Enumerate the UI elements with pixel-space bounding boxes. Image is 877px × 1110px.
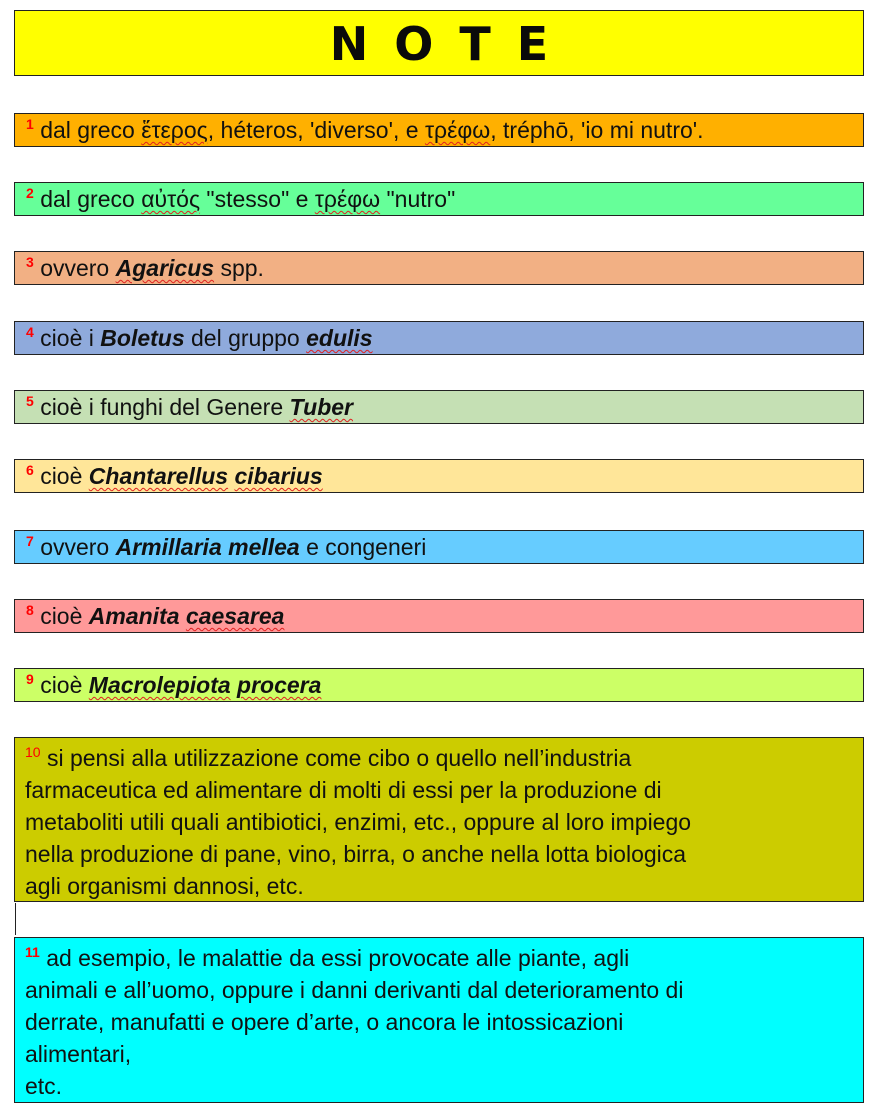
note-11 xyxy=(14,937,864,1103)
greek-word: αὐτός xyxy=(141,186,201,212)
note-text: e congeneri xyxy=(299,534,427,560)
note-text: ovvero xyxy=(40,534,116,560)
species-name: Macrolepiota xyxy=(88,672,231,698)
species-name: Armillaria mellea xyxy=(115,534,300,560)
note-3 xyxy=(14,251,864,285)
note-9 xyxy=(14,668,864,702)
note-line: nella produzione di pane, vino, birra, o anche nella lotta biologica xyxy=(25,841,687,867)
note-text: cioè xyxy=(40,463,89,489)
note-line: derrate, manufatti e opere d’arte, o ancora le intossicazioni xyxy=(25,1009,624,1035)
note-number: 4 xyxy=(26,324,34,340)
note-text: spp. xyxy=(214,255,264,281)
note-number: 10 xyxy=(25,744,41,760)
species-name: Agaricus xyxy=(115,255,215,281)
species-name: Tuber xyxy=(289,394,353,420)
note-text: "nutro" xyxy=(380,186,456,212)
note-text: cioè xyxy=(40,672,89,698)
note-line xyxy=(25,942,853,974)
note-number: 1 xyxy=(26,116,34,132)
species-name: Chantarellus xyxy=(88,463,229,489)
note-line xyxy=(25,742,853,774)
note-text: "stesso" e xyxy=(200,186,315,212)
note-text: dal greco xyxy=(40,186,142,212)
note-number: 5 xyxy=(26,393,34,409)
species-name: cibarius xyxy=(234,463,323,489)
note-number: 7 xyxy=(26,533,34,549)
text-cursor xyxy=(15,903,16,935)
greek-word: τρέφω xyxy=(314,186,381,212)
note-1 xyxy=(14,113,864,147)
note-text: ad esempio, le malattie da essi provocate alle piante, agli xyxy=(39,945,630,971)
note-10 xyxy=(14,737,864,902)
greek-word: τρέφω xyxy=(424,117,491,143)
species-name: procera xyxy=(237,672,322,698)
note-5 xyxy=(14,390,864,424)
species-name: edulis xyxy=(306,325,373,351)
page-title: NOTE xyxy=(14,10,864,76)
note-text: , tréphō, 'io mi nutro'. xyxy=(490,117,704,143)
note-number: 2 xyxy=(26,185,34,201)
note-line: farmaceutica ed alimentare di molti di essi per la produzione di xyxy=(25,777,662,803)
note-text: del gruppo xyxy=(184,325,307,351)
note-text: si pensi alla utilizzazione come cibo o quello nell’industria xyxy=(40,745,632,771)
note-line: animali e all’uomo, oppure i danni derivanti dal deterioramento di xyxy=(25,977,684,1003)
note-text: ovvero xyxy=(40,255,116,281)
note-line: agli organismi dannosi, etc. xyxy=(25,873,304,899)
note-line: alimentari, xyxy=(25,1041,132,1067)
note-number: 6 xyxy=(26,462,34,478)
note-text: cioè i xyxy=(33,325,101,351)
species-name: Boletus xyxy=(100,325,185,351)
note-text: dal greco xyxy=(40,117,142,143)
note-8 xyxy=(14,599,864,633)
note-text: , héteros, 'diverso', e xyxy=(207,117,425,143)
note-6 xyxy=(14,459,864,493)
greek-word: ἕτερος xyxy=(141,117,208,143)
note-number: 3 xyxy=(26,254,34,270)
note-line: etc. xyxy=(25,1073,63,1099)
species-name: caesarea xyxy=(185,603,285,629)
note-text: cioè xyxy=(40,603,89,629)
species-name: Amanita xyxy=(88,603,180,629)
note-4 xyxy=(14,321,864,355)
note-line: metaboliti utili quali antibiotici, enzimi, etc., oppure al loro impiego xyxy=(25,809,692,835)
note-number: 11 xyxy=(25,944,40,960)
note-number: 9 xyxy=(26,671,34,687)
note-text: cioè i funghi del Genere xyxy=(40,394,290,420)
note-2 xyxy=(14,182,864,216)
note-7 xyxy=(14,530,864,564)
note-number: 8 xyxy=(26,602,34,618)
